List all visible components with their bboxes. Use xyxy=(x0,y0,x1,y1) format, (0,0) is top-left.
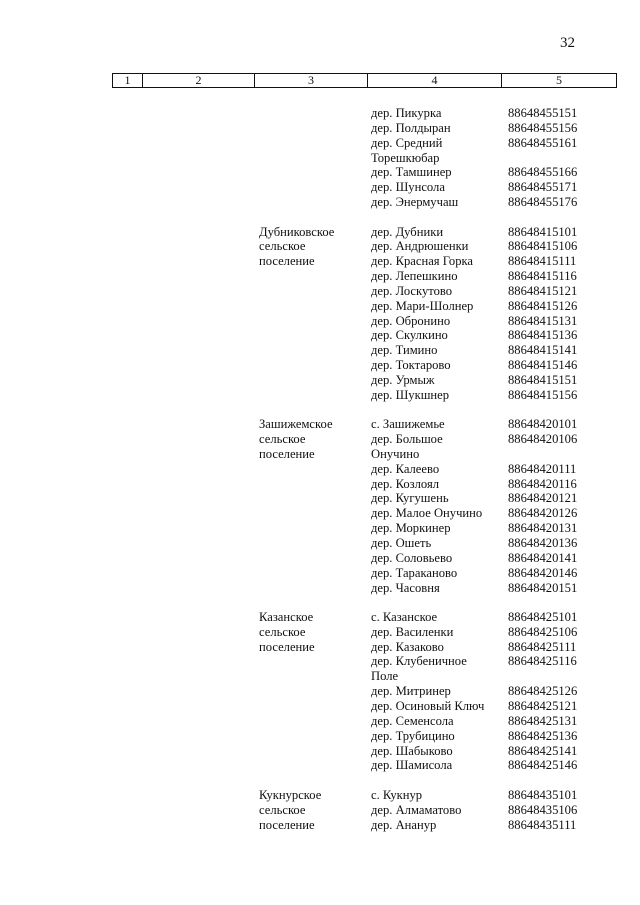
table-row xyxy=(0,180,640,195)
table-row xyxy=(0,239,640,254)
oktmo-code: 88648425101 xyxy=(508,609,578,624)
settlement-group xyxy=(0,788,640,833)
oktmo-code: 88648425136 xyxy=(508,728,578,743)
village-name: с. Кукнур xyxy=(371,787,423,802)
table-row xyxy=(0,714,640,729)
table-row xyxy=(0,669,640,684)
column-number-header xyxy=(112,73,617,88)
table-row xyxy=(0,388,640,403)
table-row xyxy=(0,684,640,699)
village-name: дер. Ошеть xyxy=(371,535,432,550)
village-name: с. Казанское xyxy=(371,609,438,624)
oktmo-code: 88648425121 xyxy=(508,699,578,713)
settlement-name-line: поселение xyxy=(259,446,315,461)
table-row xyxy=(0,477,640,492)
village-name: дер. Семенсола xyxy=(371,713,454,728)
village-name: дер. Полдыран xyxy=(371,120,451,135)
oktmo-code: 88648420151 xyxy=(508,580,578,595)
oktmo-code: 88648425126 xyxy=(508,684,578,699)
table-row xyxy=(0,581,640,596)
table-row xyxy=(0,284,640,299)
oktmo-code: 88648420146 xyxy=(508,565,578,580)
village-name: дер. Калеево xyxy=(371,461,440,476)
table-row xyxy=(0,136,640,151)
settlement-name-line: сельское xyxy=(259,432,306,447)
village-name: с. Зашижемье xyxy=(371,417,445,432)
settlement-group xyxy=(0,106,640,210)
table-row xyxy=(0,106,640,121)
village-name: дер. Андрюшенки xyxy=(371,239,469,254)
village-name: дер. Козлоял xyxy=(371,476,440,491)
village-name: дер. Казаково xyxy=(371,639,444,654)
oktmo-code: 88648420121 xyxy=(508,491,578,506)
header-row xyxy=(113,74,617,88)
village-name: дер. Трубицино xyxy=(371,728,455,743)
table-row xyxy=(0,373,640,388)
village-name: дер. Средний xyxy=(371,135,443,150)
table-row xyxy=(0,491,640,506)
oktmo-code: 88648415126 xyxy=(508,298,578,313)
table-row xyxy=(0,758,640,773)
village-name: дер. Часовня xyxy=(371,580,440,595)
village-name: дер. Моркинер xyxy=(371,521,451,536)
oktmo-code: 88648415116 xyxy=(508,269,577,284)
village-name: дер. Шунсола xyxy=(371,180,445,195)
oktmo-code: 88648455176 xyxy=(508,195,578,210)
village-name: дер. Большое xyxy=(371,432,443,447)
settlement-group xyxy=(0,610,640,773)
village-name: дер. Шукшнер xyxy=(371,387,450,402)
village-name: дер. Малое Онучино xyxy=(371,506,483,521)
table-row xyxy=(0,521,640,536)
table-row xyxy=(0,328,640,343)
oktmo-code: 88648455151 xyxy=(508,106,578,120)
settlement-name-line: Дубниковское xyxy=(259,224,335,239)
table-row xyxy=(0,506,640,521)
oktmo-code: 88648415101 xyxy=(508,224,578,239)
village-name: дер. Осиновый Ключ xyxy=(371,699,485,713)
oktmo-code: 88648415121 xyxy=(508,283,578,298)
oktmo-code: 88648455156 xyxy=(508,120,578,135)
village-name: дер. Тараканово xyxy=(371,565,458,580)
oktmo-code: 88648420126 xyxy=(508,506,578,521)
settlement-group xyxy=(0,417,640,595)
settlement-name-line: Казанское xyxy=(259,609,314,624)
oktmo-code: 88648425116 xyxy=(508,654,577,669)
table-row xyxy=(0,699,640,714)
oktmo-code: 88648435106 xyxy=(508,802,578,817)
table-row xyxy=(0,165,640,180)
oktmo-code: 88648455171 xyxy=(508,180,578,195)
oktmo-code: 88648415106 xyxy=(508,239,578,254)
oktmo-code: 88648420101 xyxy=(508,417,578,432)
village-name: дер. Мари-Шолнер xyxy=(371,298,474,313)
settlement-name-line: Зашижемское xyxy=(259,417,333,432)
oktmo-code: 88648415151 xyxy=(508,372,578,387)
table-row xyxy=(0,121,640,136)
village-name: Онучино xyxy=(371,446,420,461)
settlement-name-line: Кукнурское xyxy=(259,787,322,802)
table-row xyxy=(0,254,640,269)
village-name: дер. Клубеничное xyxy=(371,654,467,669)
village-name: дер. Ананур xyxy=(371,817,437,832)
table-row xyxy=(0,610,640,625)
table-row xyxy=(0,314,640,329)
village-name: дер. Урмыж xyxy=(371,372,435,387)
table-row xyxy=(0,358,640,373)
settlement-group xyxy=(0,225,640,403)
settlement-name-line: сельское xyxy=(259,624,306,639)
table-row xyxy=(0,640,640,655)
village-name: дер. Шамисола xyxy=(371,758,453,773)
oktmo-code: 88648420136 xyxy=(508,535,578,550)
village-name: дер. Лоскутово xyxy=(371,283,453,298)
column-number-3: 3 xyxy=(255,74,368,88)
table-row xyxy=(0,195,640,210)
oktmo-code: 88648420111 xyxy=(508,461,577,476)
village-name: дер. Василенки xyxy=(371,624,454,639)
settlement-name-line: поселение xyxy=(259,254,315,269)
village-name: дер. Обронино xyxy=(371,313,451,328)
settlement-name-line: сельское xyxy=(259,239,306,254)
village-name: дер. Тамшинер xyxy=(371,165,452,180)
village-name: дер. Токтарово xyxy=(371,358,451,373)
table-row xyxy=(0,269,640,284)
table-row xyxy=(0,151,640,166)
table-row xyxy=(0,462,640,477)
village-name: дер. Скулкино xyxy=(371,328,448,343)
oktmo-code: 88648435101 xyxy=(508,787,578,802)
column-number-1: 1 xyxy=(113,74,143,88)
oktmo-code: 88648455166 xyxy=(508,165,578,180)
settlement-list xyxy=(0,106,640,847)
oktmo-code: 88648455161 xyxy=(508,135,578,150)
oktmo-code: 88648415136 xyxy=(508,328,578,343)
table-row xyxy=(0,343,640,358)
oktmo-code: 88648415111 xyxy=(508,254,577,269)
village-name: дер. Лепешкино xyxy=(371,269,458,284)
oktmo-code: 88648425141 xyxy=(508,743,578,758)
village-name: дер. Дубники xyxy=(371,224,444,239)
oktmo-code: 88648425131 xyxy=(508,713,578,728)
village-name: дер. Тимино xyxy=(371,343,438,358)
table-row xyxy=(0,536,640,551)
oktmo-code: 88648420131 xyxy=(508,521,578,536)
oktmo-code: 88648425111 xyxy=(508,639,577,654)
oktmo-code: 88648415131 xyxy=(508,313,578,328)
table-row xyxy=(0,803,640,818)
table-row xyxy=(0,788,640,803)
village-name: Торешкюбар xyxy=(371,150,440,165)
table-row xyxy=(0,299,640,314)
oktmo-code: 88648420116 xyxy=(508,476,577,491)
village-name: дер. Энермучаш xyxy=(371,195,459,210)
oktmo-code: 88648415141 xyxy=(508,343,578,358)
village-name: дер. Красная Горка xyxy=(371,254,474,269)
column-number-2: 2 xyxy=(143,74,255,88)
village-name: дер. Алмаматово xyxy=(371,802,462,817)
table-row xyxy=(0,432,640,447)
table-row xyxy=(0,566,640,581)
table-row xyxy=(0,417,640,432)
village-name: дер. Пикурка xyxy=(371,106,442,120)
village-name: дер. Митринер xyxy=(371,684,451,699)
village-name: дер. Шабыково xyxy=(371,743,453,758)
oktmo-code: 88648415146 xyxy=(508,358,578,373)
table-row xyxy=(0,625,640,640)
settlement-name-line: поселение xyxy=(259,639,315,654)
column-number-4: 4 xyxy=(368,74,502,88)
table-row xyxy=(0,729,640,744)
village-name: Поле xyxy=(371,669,399,684)
oktmo-code: 88648415156 xyxy=(508,387,578,402)
settlement-name-line: поселение xyxy=(259,817,315,832)
village-name: дер. Кугушень xyxy=(371,491,449,506)
table-row xyxy=(0,744,640,759)
table-row xyxy=(0,654,640,669)
table-row xyxy=(0,225,640,240)
settlement-name-line: сельское xyxy=(259,802,306,817)
table-row xyxy=(0,447,640,462)
table-row xyxy=(0,551,640,566)
table-row xyxy=(0,818,640,833)
oktmo-code: 88648420106 xyxy=(508,432,578,447)
village-name: дер. Соловьево xyxy=(371,550,453,565)
oktmo-code: 88648425146 xyxy=(508,758,578,773)
column-number-5: 5 xyxy=(502,74,617,88)
oktmo-code: 88648420141 xyxy=(508,550,578,565)
oktmo-code: 88648435111 xyxy=(508,817,577,832)
page-number: 32 xyxy=(560,35,575,51)
oktmo-code: 88648425106 xyxy=(508,624,578,639)
